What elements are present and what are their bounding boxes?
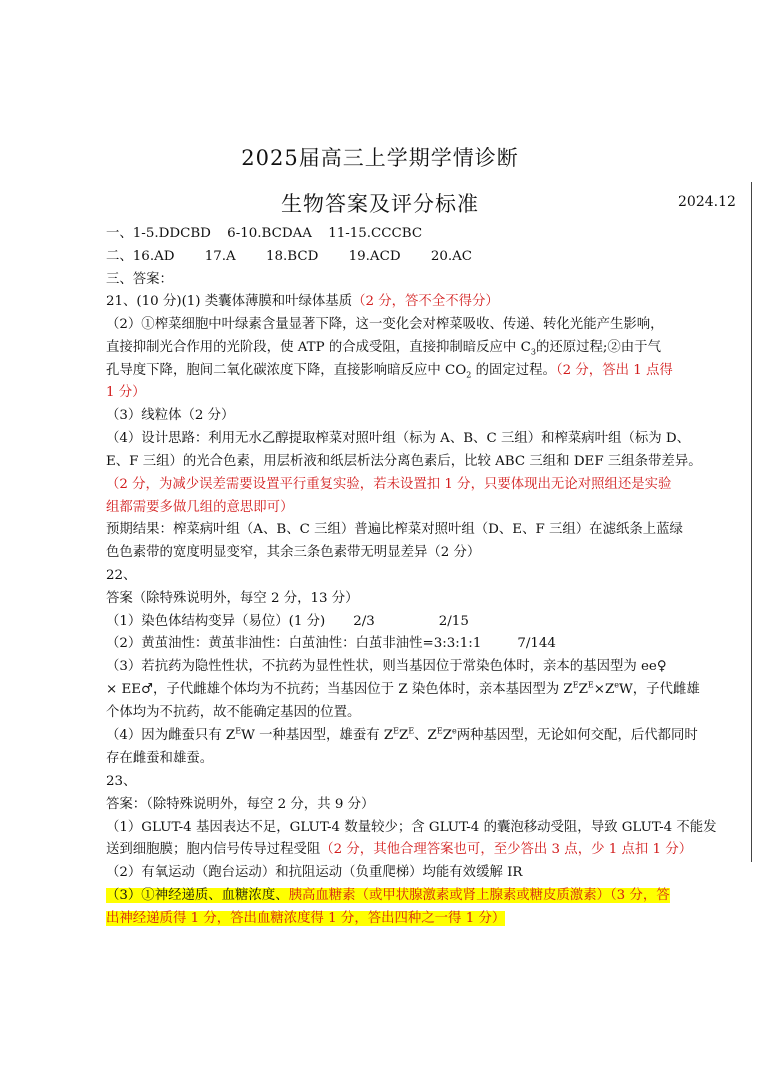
answer-item: 18.BCD [265,249,319,264]
answer-item: 17.A [204,249,236,264]
text: 直接抑制光合作用的光阶段，使 ATP 的合成受阻，直接抑制暗反应中 C [106,340,531,355]
subscript: 2 [466,370,472,380]
q23-part3-line1 [106,886,746,906]
q22-part1 [106,612,746,632]
section-label: 一、 [106,226,133,241]
q21-part3: （3）线粒体（2 分） [106,408,235,423]
page-subtitle: 生物答案及评分标准 [281,192,479,216]
text: （1）染色体结构变异（易位）(1 分) [106,614,326,629]
subscript: 3 [530,347,536,357]
highlighted-scoring-note: 胰高血糖素（或甲状腺激素或肾上腺素或糖皮质激素）（3 分，答 [288,888,670,903]
q22-part3-line1: （3）若抗药为隐性性状，不抗药为显性性状，则当基因位于常染色体时，亲本的基因型为 ee♀ [106,659,667,674]
q21-result-line2: 色色素带的宽度明显变窄，其余三条色素带无明显差异（2 分） [106,545,481,560]
q21-heading [106,292,746,312]
text: 、Z [414,728,437,743]
scoring-note: （2 分，答出 1 点得 [555,363,673,378]
text: Z [399,728,409,743]
section-2-answers [106,247,746,267]
q23-part1-line2 [106,840,746,860]
superscript: E [436,726,443,736]
q22-number: 22、 [106,568,137,583]
superscript: E [587,680,594,690]
q23-number: 23、 [106,774,137,789]
text: Z [578,682,588,697]
superscript: e [614,680,619,690]
superscript: e [452,726,457,736]
page-title: 2025届高三上学期学情诊断 [241,146,519,170]
q23-part3-line2 [106,909,746,929]
q22-part4-line2: 存在雌蚕和雄蚕。 [106,751,214,766]
text: W 一种基因型，雄蚕有 Z [241,728,394,743]
scoring-note: （2 分，为减少误差需要设置平行重复实验，若未设置扣 1 分，只要体现出无论对照组还是实验 [106,477,672,492]
page-edge-line [751,182,752,862]
answer-item: 20.AC [430,249,473,264]
q22-intro: 答案（除特殊说明外，每空 2 分，13 分） [106,591,359,606]
q21-part4-line1: （4）设计思路：利用无水乙醇提取榨菜对照叶组（标为 A、B、C 三组）和榨菜病叶组（标为 D、 [106,431,691,446]
q21-part4-line2: E、F 三组）的光合色素，用层析液和纸层析法分离色素后，比较 ABC 三组和 DEF 三组条带差异。 [106,454,702,469]
superscript: E [393,726,400,736]
answer-group: 11-15.CCCBC [328,226,423,241]
q23-part1-line1: （1）GLUT-4 基因表达不足，GLUT-4 数量较少；含 GLUT-4 的囊泡移动受阻，导致 GLUT-4 不能发 [106,820,717,835]
answer-value: 2/3 [353,614,375,629]
scoring-note: （2 分，其他合理答案也可，至少答出 3 点，少 1 点扣 1 分） [320,842,693,857]
superscript: E [572,680,579,690]
superscript: E [408,726,415,736]
q21-part2-line3 [106,361,746,381]
section-1-answers [106,224,746,244]
q21-part2-line1: （2）①榨菜细胞中叶绿素含量显著下降，这一变化会对榨菜吸收、传递、转化光能产生影响， [106,317,664,332]
scoring-note: 1 分） [106,385,146,400]
highlighted-text: （3）①神经递质、血糖浓度、 [106,888,289,903]
text: ×Z [593,682,615,697]
text: Z [442,728,453,743]
text: （2）黄茧油性：黄茧非油性：白茧油性：白茧非油性=3:3:1:1 [106,636,482,651]
text: 的还原过程;②由于气 [535,340,661,355]
section-label: 二、 [106,249,133,264]
answer-value: 2/15 [438,614,469,629]
text: W，子代雌雄 [619,682,700,697]
answer-group: 1-5.DDCBD [132,226,211,241]
text: （4）因为雌蚕只有 Z [106,728,236,743]
exam-date: 2024.12 [678,194,736,210]
superscript: E [235,726,242,736]
q23-part2: （2）有氧运动（跑台运动）和抗阻运动（负重爬梯）均能有效缓解 IR [106,865,523,880]
answer-value: 7/144 [517,636,556,651]
answer-item: 19.ACD [348,249,401,264]
section-3-label: 三、答案： [106,272,173,287]
q22-part2 [106,634,746,654]
q22-part3-line3: 个体均为不抗药，故不能确定基因的位置。 [106,705,361,720]
answer-item: 16.AD [132,249,175,264]
answer-group: 6-10.BCDAA [227,226,312,241]
q22-part4-line1 [106,726,746,746]
q21-answer-1: 21、(10 分)(1) 类囊体薄膜和叶绿体基质 [106,294,353,309]
q21-part2-line2 [106,338,746,358]
text: × EE♂，子代雌雄个体均为不抗药；当基因位于 Z 染色体时，亲本基因型为 Z [106,682,573,697]
q23-intro: 答案：（除特殊说明外，每空 2 分，共 9 分） [106,797,375,812]
highlighted-scoring-note: 出神经递质得 1 分，答出血糖浓度得 1 分，答出四种之一得 1 分） [106,911,506,926]
text: 送到细胞膜；胞内信号传导过程受阻 [106,842,321,857]
text: 两种基因型，无论如何交配，后代都同时 [456,728,698,743]
scoring-note: （2 分，答不全不得分） [352,294,499,309]
text: 的固定过程。 [471,363,556,378]
q21-result-line1: 预期结果：榨菜病叶组（A、B、C 三组）普遍比榨菜对照叶组（D、E、F 三组）在滤纸条上蓝绿 [106,522,683,537]
q22-part3-line2 [106,680,746,700]
text: 孔导度下降，胞间二氧化碳浓度下降，直接影响暗反应中 CO [106,363,467,378]
scoring-note: 组都需要多做几组的意思即可） [106,500,294,515]
